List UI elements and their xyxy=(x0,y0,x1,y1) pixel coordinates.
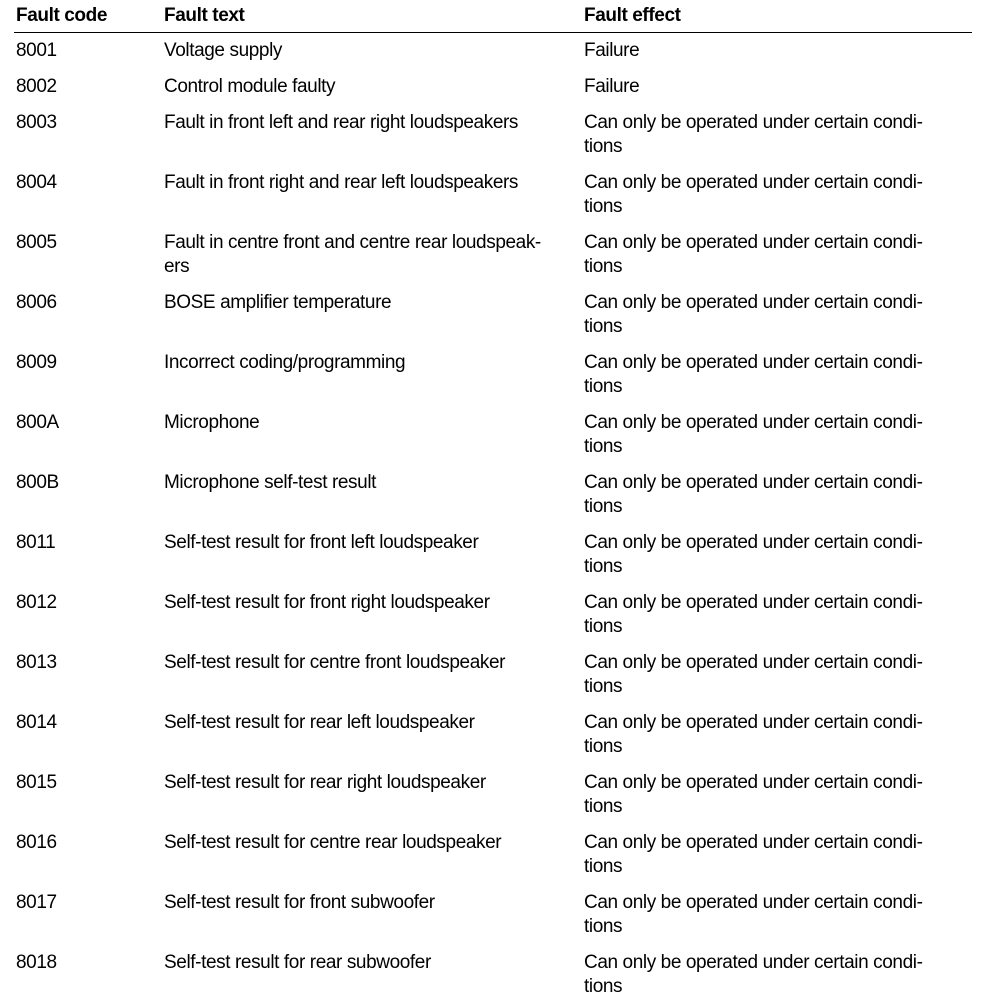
fault-code-cell: 8012 xyxy=(16,592,57,613)
fault-effect-line: tions xyxy=(584,976,623,997)
fault-effect-line: tions xyxy=(584,676,623,697)
fault-text-line: Microphone xyxy=(164,412,260,433)
fault-effect-cell xyxy=(584,171,954,219)
table-row xyxy=(14,405,972,465)
fault-code-cell: 8009 xyxy=(16,352,57,373)
fault-effect-cell xyxy=(584,831,954,879)
fault-text-cell xyxy=(164,771,574,795)
fault-effect-cell xyxy=(584,231,954,279)
fault-effect-line: tions xyxy=(584,496,623,517)
fault-text-cell xyxy=(164,591,574,615)
fault-effect-cell xyxy=(584,39,954,63)
table-row xyxy=(14,465,972,525)
fault-effect-line: Can only be operated under certain condi- xyxy=(584,232,923,253)
fault-effect-line: Can only be operated under certain condi- xyxy=(584,592,923,613)
header-fault-code: Fault code xyxy=(16,5,108,26)
table-row xyxy=(14,525,972,585)
table-row xyxy=(14,945,972,1005)
header-fault-effect: Fault effect xyxy=(584,5,681,26)
fault-effect-line: Can only be operated under certain condi- xyxy=(584,172,923,193)
fault-effect-cell xyxy=(584,711,954,759)
fault-text-line: Self-test result for rear subwoofer xyxy=(164,952,431,973)
fault-effect-cell xyxy=(584,591,954,639)
table-row xyxy=(14,225,972,285)
table-row xyxy=(14,285,972,345)
table-row xyxy=(14,825,972,885)
fault-effect-line: Can only be operated under certain condi- xyxy=(584,292,923,313)
fault-effect-line: tions xyxy=(584,916,623,937)
fault-code-cell: 800A xyxy=(16,412,59,433)
fault-effect-line: Can only be operated under certain condi- xyxy=(584,892,923,913)
fault-text-cell xyxy=(164,891,574,915)
fault-text-line: Self-test result for front subwoofer xyxy=(164,892,435,913)
fault-effect-line: Can only be operated under certain condi- xyxy=(584,532,923,553)
fault-effect-cell xyxy=(584,891,954,939)
fault-text-cell xyxy=(164,171,574,195)
fault-effect-line: Can only be operated under certain condi- xyxy=(584,352,923,373)
fault-effect-cell xyxy=(584,951,954,999)
fault-effect-line: tions xyxy=(584,736,623,757)
fault-effect-line: tions xyxy=(584,256,623,277)
fault-effect-line: tions xyxy=(584,436,623,457)
fault-effect-line: Can only be operated under certain condi- xyxy=(584,772,923,793)
fault-effect-line: Can only be operated under certain condi- xyxy=(584,112,923,133)
fault-code-cell: 8002 xyxy=(16,76,57,97)
fault-code-cell: 8016 xyxy=(16,832,57,853)
fault-code-cell: 8015 xyxy=(16,772,57,793)
fault-text-line: Fault in centre front and centre rear loudspeak- xyxy=(164,232,541,253)
table-row xyxy=(14,69,972,105)
fault-effect-line: tions xyxy=(584,316,623,337)
fault-effect-cell xyxy=(584,75,954,99)
fault-effect-line: Can only be operated under certain condi- xyxy=(584,712,923,733)
fault-code-cell: 8001 xyxy=(16,40,57,61)
header-fault-text: Fault text xyxy=(164,5,245,26)
fault-effect-line: tions xyxy=(584,856,623,877)
fault-text-cell xyxy=(164,111,574,135)
fault-effect-line: Can only be operated under certain condi- xyxy=(584,412,923,433)
table-body xyxy=(14,33,972,1005)
fault-effect-cell xyxy=(584,471,954,519)
fault-effect-cell xyxy=(584,651,954,699)
fault-effect-line: Can only be operated under certain condi- xyxy=(584,832,923,853)
fault-text-line: Self-test result for rear left loudspeaker xyxy=(164,712,475,733)
table-row xyxy=(14,105,972,165)
table-header-row xyxy=(14,0,972,33)
fault-text-line: Voltage supply xyxy=(164,40,282,61)
fault-text-line: Self-test result for front right loudspeaker xyxy=(164,592,490,613)
fault-text-cell xyxy=(164,711,574,735)
fault-code-cell: 8014 xyxy=(16,712,57,733)
fault-text-cell xyxy=(164,75,574,99)
fault-code-cell: 8018 xyxy=(16,952,57,973)
fault-code-cell: 8005 xyxy=(16,232,57,253)
table-row xyxy=(14,345,972,405)
table-row xyxy=(14,645,972,705)
fault-effect-line: Can only be operated under certain condi- xyxy=(584,472,923,493)
table-row xyxy=(14,765,972,825)
fault-text-cell xyxy=(164,471,574,495)
fault-effect-cell xyxy=(584,351,954,399)
fault-text-line: ers xyxy=(164,256,190,277)
table-row xyxy=(14,885,972,945)
table-row xyxy=(14,165,972,225)
fault-effect-cell xyxy=(584,531,954,579)
fault-text-cell xyxy=(164,351,574,375)
fault-code-cell: 8006 xyxy=(16,292,57,313)
table-row xyxy=(14,33,972,69)
fault-text-cell xyxy=(164,651,574,675)
fault-effect-cell xyxy=(584,111,954,159)
fault-effect-cell xyxy=(584,771,954,819)
fault-text-line: Fault in front left and rear right loudspeakers xyxy=(164,112,519,133)
fault-text-cell xyxy=(164,39,574,63)
fault-text-cell xyxy=(164,831,574,855)
table-row xyxy=(14,585,972,645)
fault-text-cell xyxy=(164,291,574,315)
fault-text-line: Control module faulty xyxy=(164,76,336,97)
fault-effect-line: tions xyxy=(584,796,623,817)
fault-text-line: Incorrect coding/programming xyxy=(164,352,406,373)
fault-text-line: BOSE amplifier temperature xyxy=(164,292,392,313)
fault-code-cell: 8004 xyxy=(16,172,57,193)
fault-effect-cell xyxy=(584,411,954,459)
fault-text-cell xyxy=(164,951,574,975)
fault-code-cell: 8003 xyxy=(16,112,57,133)
fault-effect-line: tions xyxy=(584,136,623,157)
fault-effect-line: Can only be operated under certain condi- xyxy=(584,652,923,673)
fault-effect-line: Failure xyxy=(584,76,640,97)
fault-effect-cell xyxy=(584,291,954,339)
fault-text-line: Microphone self-test result xyxy=(164,472,377,493)
fault-code-cell: 800B xyxy=(16,472,59,493)
fault-effect-line: tions xyxy=(584,616,623,637)
fault-code-cell: 8017 xyxy=(16,892,57,913)
fault-effect-line: tions xyxy=(584,376,623,397)
fault-effect-line: tions xyxy=(584,196,623,217)
fault-text-line: Self-test result for centre front loudspeaker xyxy=(164,652,506,673)
fault-code-cell: 8011 xyxy=(16,532,56,553)
fault-text-line: Self-test result for front left loudspeaker xyxy=(164,532,479,553)
fault-text-line: Self-test result for centre rear loudspeaker xyxy=(164,832,502,853)
fault-text-cell xyxy=(164,231,574,279)
fault-text-line: Self-test result for rear right loudspeaker xyxy=(164,772,486,793)
fault-effect-line: tions xyxy=(584,556,623,577)
fault-effect-line: Can only be operated under certain condi- xyxy=(584,952,923,973)
fault-text-cell xyxy=(164,411,574,435)
fault-code-table xyxy=(14,0,972,1005)
fault-effect-line: Failure xyxy=(584,40,640,61)
fault-code-cell: 8013 xyxy=(16,652,57,673)
table-row xyxy=(14,705,972,765)
fault-text-line: Fault in front right and rear left loudspeakers xyxy=(164,172,519,193)
fault-text-cell xyxy=(164,531,574,555)
